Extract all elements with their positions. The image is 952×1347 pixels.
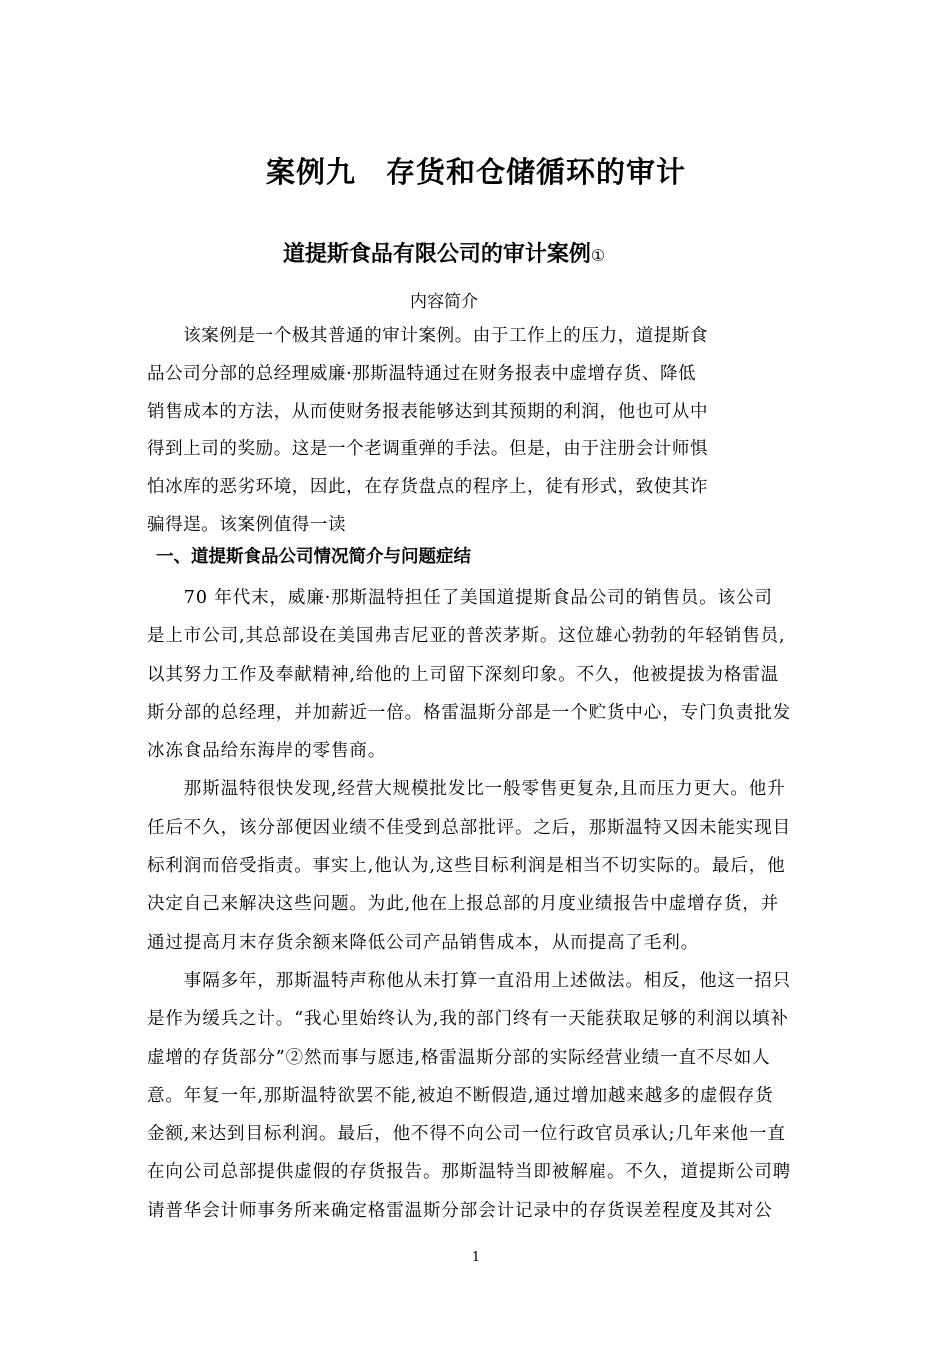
body-line: 那斯温特很快发现,经营大规模批发比一般零售更复杂,且而压力更大。他升 <box>147 779 786 800</box>
body-line: 冰冻食品给东海岸的零售商。 <box>147 741 387 762</box>
body-line: 任后不久，该分部便因业绩不佳受到总部批评。之后，那斯温特又因未能实现目 <box>147 817 791 838</box>
body-line: 是作为缓兵之计。“我心里始终认为,我的部门终有一天能获取足够的利润以填补 <box>147 1009 789 1030</box>
footnote-marker[interactable]: ① <box>590 246 606 265</box>
body-line: 决定自己来解决这些问题。为此,他在上报总部的月度业绩报告中虚增存货，并 <box>147 894 780 915</box>
body-line: 斯分部的总经理，并加薪近一倍。格雷温斯分部是一个贮货中心，专门负责批发 <box>147 702 791 723</box>
chapter-title: 案例九 存货和仓储循环的审计 <box>265 155 686 189</box>
body-line: 通过提高月末存货余额来降低公司产品销售成本，从而提高了毛利。 <box>147 932 699 953</box>
intro-heading: 内容简介 <box>410 292 478 312</box>
intro-line: 骗得逞。该案例值得一读 <box>147 514 347 535</box>
case-title <box>0 237 888 268</box>
body-line: 事隔多年，那斯温特声称他从未打算一直沿用上述做法。相反，他这一招只 <box>147 970 791 991</box>
body-line: 以其努力工作及奉献精神,给他的上司留下深刻印象。不久，他被提拔为格雷温 <box>147 664 780 685</box>
case-title-text: 道提斯食品有限公司的审计案例 <box>282 241 591 267</box>
body-line: 请普华会计师事务所来确定格雷温斯分部会计记录中的存货误差程度及其对公 <box>147 1200 773 1221</box>
intro-line: 品公司分部的总经理威廉·那斯温特通过在财务报表中虚增存货、降低 <box>147 363 697 384</box>
body-line: 金额,来达到目标利润。最后，他不得不向公司一位行政官员承认;几年来他一直 <box>147 1124 786 1145</box>
body-text <box>147 579 811 1230</box>
body-line: 标利润而倍受指责。事实上,他认为,这些目标利润是相当不切实际的。最后，他 <box>147 856 786 877</box>
section-heading: 一、道提斯食品公司情况简介与问题症结 <box>156 547 471 567</box>
page-number: 1 <box>471 1250 481 1265</box>
intro-paragraph <box>147 318 747 545</box>
body-line: 70 年代末，威廉·那斯温特担任了美国道提斯食品公司的销售员。该公司 <box>147 588 773 608</box>
intro-line: 得到上司的奖励。这是一个老调重弹的手法。但是，由于注册会计师惧 <box>147 439 709 460</box>
body-line: 虚增的存货部分”②然而事与愿违,格雷温斯分部的实际经营业绩一直不尽如人 <box>147 1047 771 1068</box>
intro-line: 怕冰库的恶劣环境，因此，在存货盘点的程序上，徒有形式，致使其诈 <box>147 477 709 498</box>
body-line: 在向公司总部提供虚假的存货报告。那斯温特当即被解雇。不久，道提斯公司聘 <box>147 1162 791 1183</box>
body-line: 意。年复一年,那斯温特欲罢不能,被迫不断假造,通过增加越来越多的虚假存货 <box>147 1085 774 1106</box>
intro-line: 销售成本的方法，从而使财务报表能够达到其预期的利润，他也可从中 <box>147 401 709 422</box>
body-line: 是上市公司,其总部设在美国弗吉尼亚的普茨茅斯。这位雄心勃勃的年轻销售员, <box>147 626 786 647</box>
intro-line: 该案例是一个极其普通的审计案例。由于工作上的压力，道提斯食 <box>147 326 709 346</box>
